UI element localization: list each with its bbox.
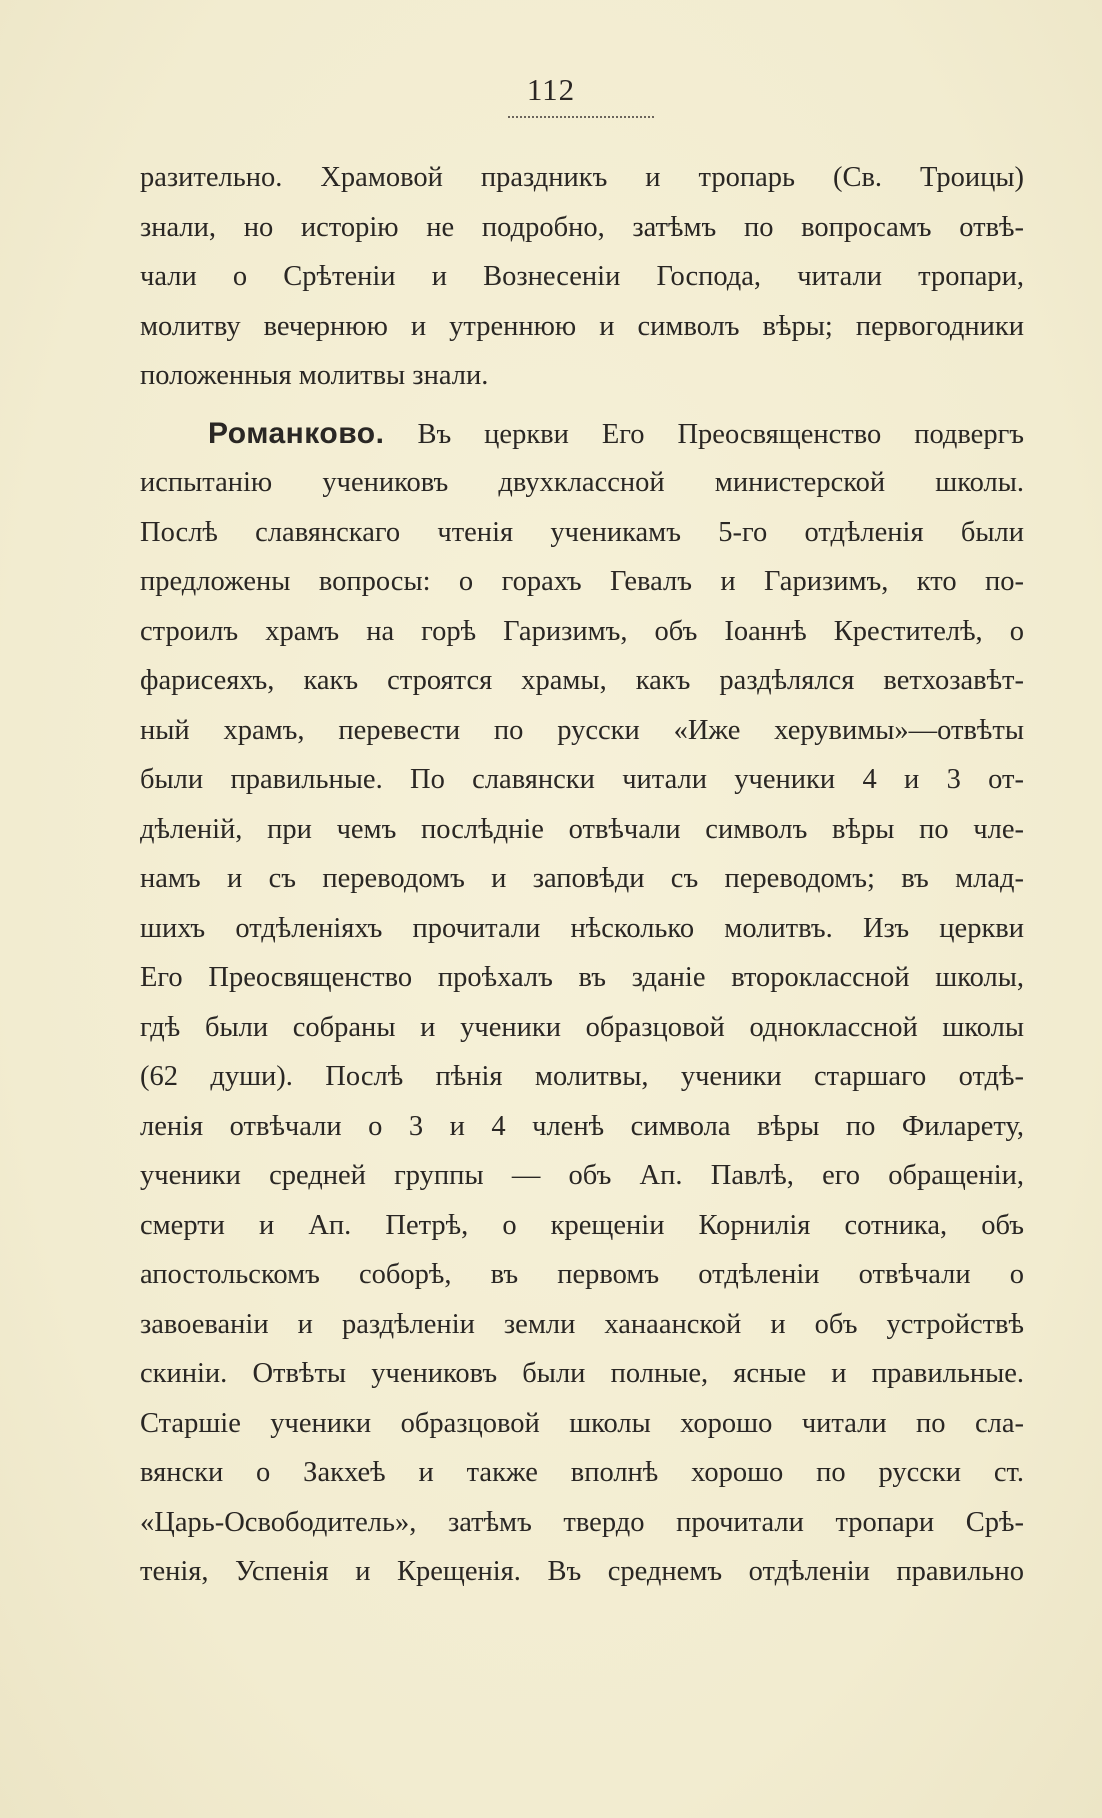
text-line: вянски о Закхеѣ и также вполнѣ хорошо по русски ст. <box>140 1457 1024 1488</box>
text-line: апостольскомъ соборѣ, въ первомъ отдѣленіи отвѣчали о <box>140 1259 1024 1290</box>
text-line: ленія отвѣчали о 3 и 4 членѣ символа вѣры по Филарету, <box>140 1110 1024 1142</box>
text-line: намъ и съ переводомъ и заповѣди съ переводомъ; въ млад- <box>140 863 1024 894</box>
text-line: Его Преосвященство проѣхалъ въ зданіе второклассной школы, <box>140 962 1024 993</box>
text-line: предложены вопросы: о горахъ Гевалъ и Гаризимъ, кто по- <box>140 566 1024 597</box>
text-line: гдѣ были собраны и ученики образцовой одноклассной школы <box>140 1011 1024 1043</box>
text-line: завоеваніи и раздѣленіи земли ханаанской и объ устройствѣ <box>140 1308 1024 1340</box>
paragraph-gap <box>140 401 1024 409</box>
text-line: строилъ храмъ на горѣ Гаризимъ, объ Іоаннѣ Крестителѣ, о <box>140 615 1024 647</box>
text-line: тенія, Успенія и Крещенія. Въ среднемъ отдѣленіи правильно <box>140 1556 1024 1587</box>
text-line: разительно. Храмовой праздникъ и тропарь (Св. Троицы) <box>140 162 1024 193</box>
text-line: испытанію учениковъ двухклассной министерской школы. <box>140 467 1024 498</box>
first-line-rest: Въ церкви Его Преосвященство подвергъ <box>417 418 1024 450</box>
text-line: фарисеяхъ, какъ строятся храмы, какъ раздѣлялся ветхозавѣт- <box>140 665 1024 696</box>
text-line: дѣленій, при чемъ послѣдніе отвѣчали символъ вѣры по чле- <box>140 813 1024 845</box>
paragraph-1 <box>140 153 1024 401</box>
text-line: ученики средней группы — объ Ап. Павлѣ, его обращеніи, <box>140 1160 1024 1191</box>
text-line: шихъ отдѣленіяхъ прочитали нѣсколько молитвъ. Изъ церкви <box>140 912 1024 944</box>
page-number: 112 <box>526 72 576 107</box>
body-text <box>140 153 1024 1597</box>
text-line: чали о Срѣтеніи и Вознесеніи Господа, читали тропари, <box>140 261 1024 292</box>
text-line: Старшіе ученики образцовой школы хорошо читали по сла- <box>140 1407 1024 1439</box>
header-dotted-rule <box>508 116 654 118</box>
text-line: «Царь-Освободитель», затѣмъ твердо прочитали тропари Срѣ- <box>140 1506 1024 1538</box>
text-line: знали, но исторію не подробно, затѣмъ по вопросамъ отвѣ- <box>140 211 1024 243</box>
text-line: смерти и Ап. Петрѣ, о крещеніи Корнилія сотника, объ <box>140 1209 1024 1241</box>
place-heading: Романково. <box>208 416 385 450</box>
text-line: положенныя молитвы знали. <box>140 360 489 391</box>
paragraph-2 <box>140 409 1024 1597</box>
text-line: были правильные. По славянски читали ученики 4 и 3 от- <box>140 764 1024 795</box>
text-line-first <box>140 409 1024 459</box>
text-line: скиніи. Отвѣты учениковъ были полные, ясные и правильные. <box>140 1358 1024 1389</box>
text-line: молитву вечернюю и утреннюю и символъ вѣры; первогодники <box>140 310 1024 342</box>
text-line: ный храмъ, перевести по русски «Иже херувимы»—отвѣты <box>140 714 1024 746</box>
text-line: Послѣ славянскаго чтенія ученикамъ 5-го отдѣленія были <box>140 516 1024 548</box>
text-line: (62 души). Послѣ пѣнія молитвы, ученики старшаго отдѣ- <box>140 1061 1024 1092</box>
